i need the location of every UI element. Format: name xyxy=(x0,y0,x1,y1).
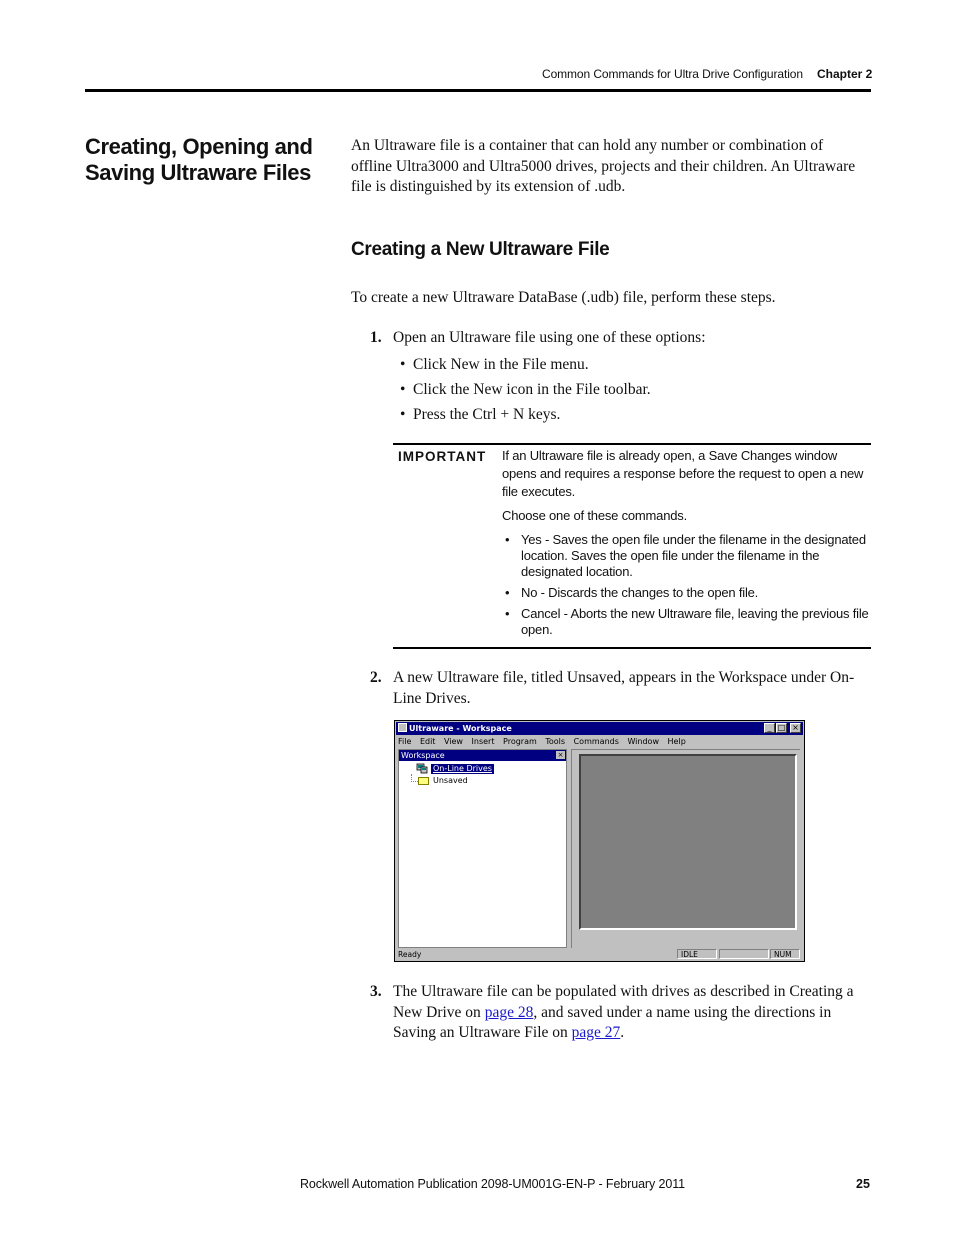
status-blank xyxy=(719,949,769,959)
status-num: NUM xyxy=(770,949,800,959)
status-idle: IDLE xyxy=(677,949,717,959)
lead-paragraph: To create a new Ultraware DataBase (.udb) file, perform these steps. xyxy=(351,289,776,306)
important-label: IMPORTANT xyxy=(398,449,487,464)
footer-publication: Rockwell Automation Publication 2098-UM001G-EN-P - February 2011 xyxy=(300,1177,685,1191)
menu-program: Program xyxy=(503,737,537,746)
step-number: 3. xyxy=(370,983,382,1000)
window-title: Ultraware - Workspace xyxy=(409,724,512,733)
step-number: 1. xyxy=(370,329,382,346)
page-number: 25 xyxy=(856,1177,870,1191)
step-3-text-b: , and saved under a name using the directions in Saving an Ultraware File on xyxy=(393,1003,832,1041)
page-28-link[interactable]: page 28 xyxy=(484,1003,534,1021)
important-options xyxy=(521,532,871,643)
header-rule xyxy=(85,89,871,92)
menu-commands: Commands xyxy=(573,737,619,746)
list-item: • Click New in the File menu. xyxy=(413,352,651,377)
window-titlebar xyxy=(396,722,803,735)
menu-insert: Insert xyxy=(471,737,495,746)
list-item: • Click the New icon in the File toolbar. xyxy=(413,377,651,402)
important-top-rule xyxy=(393,443,871,445)
step-3-text-c: . xyxy=(620,1024,625,1041)
status-bar xyxy=(397,949,802,960)
running-header-chapter: Chapter 2 xyxy=(817,67,873,81)
list-item: • Yes - Saves the open file under the filename in the designated location. Saves the open file under the filename in the designated location. xyxy=(521,532,871,580)
step-3-text-a: The Ultraware file can be populated with drives as described in Creating a New Drive on xyxy=(393,983,854,1021)
intro-paragraph: An Ultraware file is a container that can hold any number or combination of offline Ultra3000 and Ultra5000 drives, projects and their children. An Ultraware file is distinguished by its extension of .udb. xyxy=(351,137,856,195)
folder-icon xyxy=(418,777,429,785)
minimize-icon: _ xyxy=(764,723,775,733)
ultraware-window-screenshot xyxy=(394,720,805,962)
section-title: Creating, Opening and Saving Ultraware Files xyxy=(85,134,313,185)
important-choose-text: Choose one of these commands. xyxy=(502,508,687,523)
menu-view: View xyxy=(443,737,463,746)
tree-connector xyxy=(411,781,418,783)
step-1-options xyxy=(413,352,651,427)
drives-icon xyxy=(416,763,428,774)
step-2 xyxy=(370,668,872,709)
running-header-section: Common Commands for Ultra Drive Configuration xyxy=(542,67,803,81)
maximize-icon: □ xyxy=(777,723,786,732)
menu-tools: Tools xyxy=(545,737,566,746)
important-text: If an Ultraware file is already open, a Save Changes window opens and requires a response before the request to open a new file executes. xyxy=(502,448,864,499)
list-item: • No - Discards the changes to the open file. xyxy=(521,585,871,601)
workspace-panel xyxy=(398,749,567,948)
workspace-panel-title xyxy=(399,750,566,761)
list-item: • Press the Ctrl + N keys. xyxy=(413,402,651,427)
step-1 xyxy=(370,328,872,349)
menu-file: File xyxy=(398,737,412,746)
app-icon xyxy=(398,723,407,732)
step-number: 2. xyxy=(370,669,382,686)
menu-help: Help xyxy=(667,737,686,746)
tree-item-unsaved: Unsaved xyxy=(433,776,468,785)
step-text: A new Ultraware file, titled Unsaved, appears in the Workspace under On-Line Drives. xyxy=(393,669,855,707)
close-icon: × xyxy=(557,751,564,759)
menu-edit: Edit xyxy=(419,737,436,746)
client-area xyxy=(579,754,797,930)
workspace-title-text: Workspace xyxy=(401,751,445,760)
menu-bar xyxy=(398,736,692,748)
important-bottom-rule xyxy=(393,647,871,649)
page-27-link[interactable]: page 27 xyxy=(571,1024,621,1041)
step-text xyxy=(393,982,872,1044)
step-text: Open an Ultraware file using one of these options: xyxy=(393,329,706,346)
status-ready: Ready xyxy=(398,950,422,959)
tree-item-online-drives: On-Line Drives xyxy=(433,764,492,773)
step-3 xyxy=(370,982,872,1044)
menu-window: Window xyxy=(627,737,659,746)
list-item: • Cancel - Aborts the new Ultraware file, leaving the previous file open. xyxy=(521,606,871,638)
close-icon: × xyxy=(790,723,801,733)
subsection-title: Creating a New Ultraware File xyxy=(351,239,610,260)
